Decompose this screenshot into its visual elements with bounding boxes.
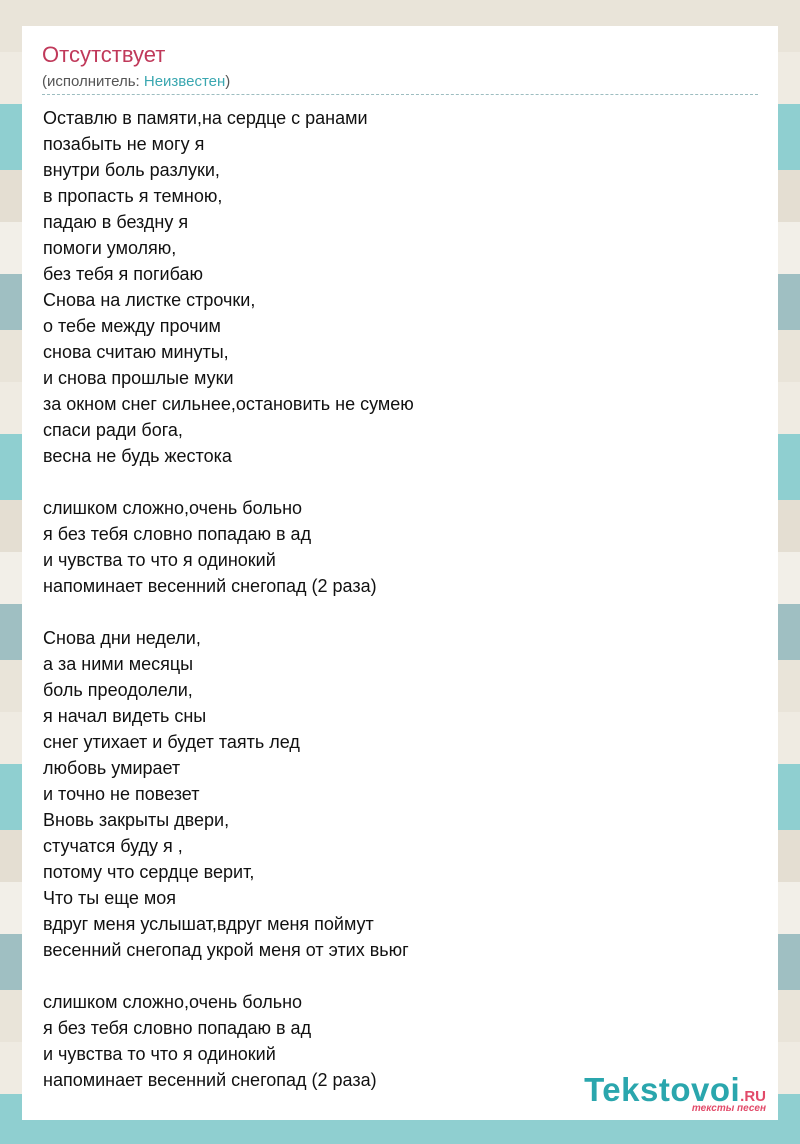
lyric-line: падаю в бездну я bbox=[43, 212, 189, 232]
lyric-line: вдруг меня услышат,вдруг меня поймут bbox=[43, 914, 374, 934]
performer-suffix: ) bbox=[225, 73, 231, 90]
title-divider bbox=[42, 94, 758, 95]
lyrics-text bbox=[43, 105, 763, 1093]
logo-tld: .RU bbox=[740, 1088, 766, 1105]
lyric-line: потому что сердце верит, bbox=[43, 862, 255, 882]
lyric-line: я без тебя словно попадаю в ад bbox=[43, 524, 312, 544]
lyric-line: напоминает весенний снегопад (2 раза) bbox=[43, 576, 377, 596]
lyric-line: любовь умирает bbox=[43, 758, 181, 778]
lyric-line: позабыть не могу я bbox=[43, 134, 205, 154]
lyric-line: снег утихает и будет таять лед bbox=[43, 732, 300, 752]
lyric-line: весна не будь жестока bbox=[43, 446, 232, 466]
song-title: Отсутствует bbox=[42, 42, 166, 67]
lyric-line: я начал видеть сны bbox=[43, 706, 207, 726]
lyric-line: Снова на листке строчки, bbox=[43, 290, 256, 310]
lyric-line: Снова дни недели, bbox=[43, 628, 201, 648]
lyric-line: и снова прошлые муки bbox=[43, 368, 234, 388]
lyric-line: в пропасть я темною, bbox=[43, 186, 223, 206]
logo-tagline: тексты песен bbox=[691, 1103, 766, 1114]
stanza-break bbox=[43, 469, 763, 495]
lyrics-card bbox=[22, 26, 778, 1120]
lyric-line: Что ты еще моя bbox=[43, 888, 176, 908]
lyric-line: Оставлю в памяти,на сердце с ранами bbox=[43, 108, 368, 128]
lyric-line: внутри боль разлуки, bbox=[43, 160, 220, 180]
lyric-line: помоги умоляю, bbox=[43, 238, 177, 258]
lyric-line: а за ними месяцы bbox=[43, 654, 194, 674]
lyric-line: весенний снегопад укрой меня от этих вьюг bbox=[43, 940, 409, 960]
performer-line bbox=[42, 73, 230, 90]
performer-prefix: (исполнитель: bbox=[42, 73, 144, 90]
lyric-line: напоминает весенний снегопад (2 раза) bbox=[43, 1070, 377, 1090]
lyric-line: о тебе между прочим bbox=[43, 316, 221, 336]
logo-name: Tekstovoi bbox=[584, 1071, 741, 1108]
lyric-line: Вновь закрыты двери, bbox=[43, 810, 230, 830]
performer-link[interactable]: Неизвестен bbox=[143, 73, 226, 90]
lyric-line: слишком сложно,очень больно bbox=[43, 992, 303, 1012]
stanza-break bbox=[43, 599, 763, 625]
stanza-break bbox=[43, 963, 763, 989]
lyric-line: снова считаю минуты, bbox=[43, 342, 229, 362]
lyric-line: боль преодолели, bbox=[43, 680, 193, 700]
lyric-line: и чувства то что я одинокий bbox=[43, 1044, 276, 1064]
lyric-line: без тебя я погибаю bbox=[43, 264, 204, 284]
lyric-line: слишком сложно,очень больно bbox=[43, 498, 303, 518]
lyric-line: я без тебя словно попадаю в ад bbox=[43, 1018, 312, 1038]
lyric-line: спаси ради бога, bbox=[43, 420, 183, 440]
lyric-line: и точно не повезет bbox=[43, 784, 200, 804]
lyric-line: за окном снег сильнее,остановить не сумею bbox=[43, 394, 414, 414]
lyric-line: и чувства то что я одинокий bbox=[43, 550, 276, 570]
lyric-line: стучатся буду я , bbox=[43, 836, 183, 856]
site-logo[interactable] bbox=[584, 1071, 766, 1114]
